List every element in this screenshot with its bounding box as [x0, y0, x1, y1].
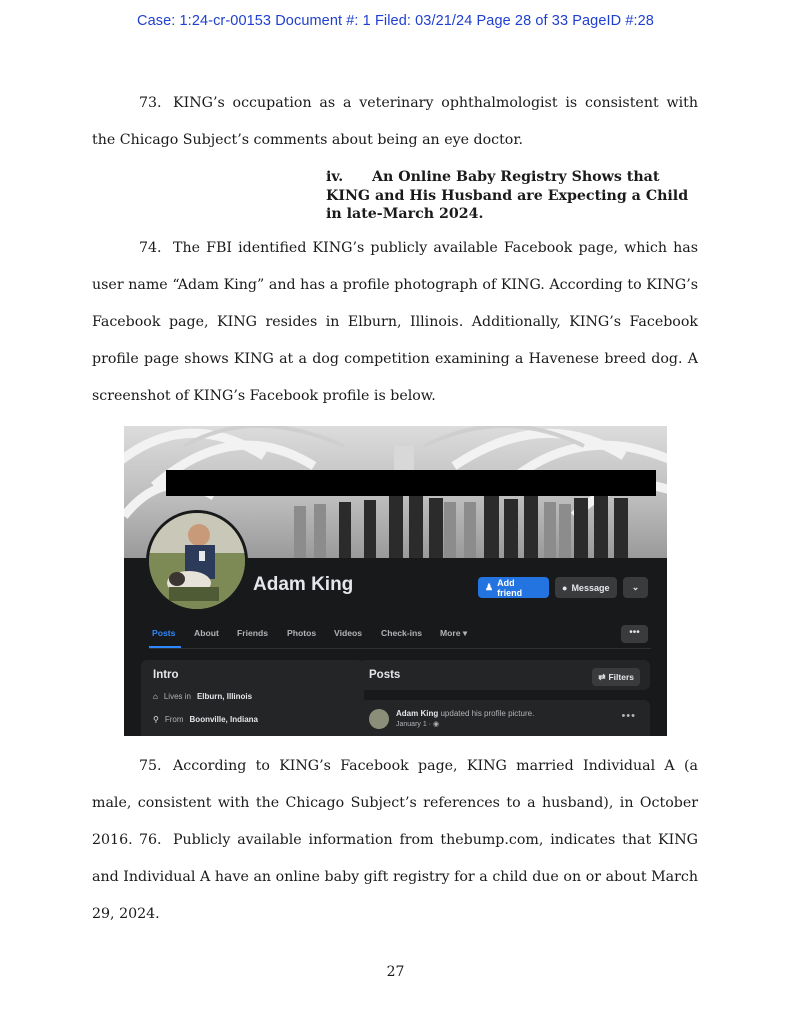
heading-line-1: An Online Baby Registry Shows that — [372, 169, 660, 185]
paragraph-text: According to KING’s Facebook page, KING married Individual A (a male, consistent with the Chicago Subject’s references to a husband), in October 2016. — [92, 758, 698, 848]
posts-header-card — [359, 660, 650, 690]
tabs-divider — [149, 648, 651, 649]
post-action: updated his profile picture. — [440, 709, 535, 718]
messenger-icon: ● — [562, 582, 568, 593]
add-person-icon: ♟ — [485, 582, 494, 592]
case-header: Case: 1:24-cr-00153 Document #: 1 Filed: 03/21/24 Page 28 of 33 PageID #:28 — [137, 13, 654, 29]
post-date-text[interactable]: January 1 · — [396, 721, 432, 728]
posts-title: Posts — [369, 669, 401, 681]
home-icon: ⌂ — [153, 692, 158, 701]
add-friend-button[interactable] — [478, 577, 549, 598]
post-headline — [396, 709, 534, 718]
from-label: From — [164, 715, 184, 724]
filters-label: Filters — [608, 672, 634, 682]
heading-line-2: KING and His Husband are Expecting a Child — [326, 187, 689, 204]
more-actions-button[interactable] — [623, 577, 648, 598]
message-label: Message — [571, 582, 610, 593]
post-options-button[interactable]: ••• — [621, 710, 636, 722]
profile-avatar[interactable] — [146, 510, 248, 612]
paragraph-74 — [92, 230, 698, 415]
filters-button[interactable] — [592, 668, 640, 686]
paragraph-76 — [92, 822, 698, 933]
page-number: 27 — [386, 964, 405, 980]
heading-line-3: in late-March 2024. — [326, 206, 484, 222]
profile-name: Adam King — [253, 574, 354, 595]
lives-value[interactable]: Elburn, Illinois — [196, 692, 253, 701]
tab-friends[interactable]: Friends — [237, 628, 269, 638]
tab-check-ins[interactable]: Check-ins — [381, 628, 423, 638]
paragraph-number: 76. — [139, 832, 162, 848]
post-date — [396, 720, 439, 728]
intro-card — [141, 660, 364, 736]
add-friend-label: Add friend — [497, 577, 523, 598]
intro-lives-in — [153, 692, 252, 701]
paragraph-text: Publicly available information from thebump.com, indicates that KING and Individual A have an online baby gift registry for a child due on or about March 29, 2024. — [92, 832, 698, 922]
paragraph-number: 75. — [139, 758, 162, 774]
paragraph-text: KING’s occupation as a veterinary ophthalmologist is consistent with the Chicago Subject’s comments about being an eye doctor. — [92, 95, 698, 148]
paragraph-number: 73. — [139, 95, 162, 111]
chevron-down-icon: ⌄ — [631, 582, 640, 592]
tab-about[interactable]: About — [194, 628, 219, 638]
heading-number: iv. — [326, 169, 344, 185]
profile-tabs — [124, 622, 667, 644]
intro-title: Intro — [153, 669, 179, 681]
section-heading — [326, 168, 706, 224]
overflow-menu-button[interactable]: ••• — [621, 625, 648, 643]
post-author[interactable]: Adam King — [396, 709, 439, 718]
paragraph-number: 74. — [139, 240, 162, 256]
redaction-bar — [166, 470, 656, 496]
tab-photos[interactable]: Photos — [287, 628, 317, 638]
post-card — [359, 700, 650, 736]
tab-posts[interactable]: Posts — [152, 628, 176, 638]
facebook-screenshot — [124, 426, 667, 736]
sliders-icon: ⇄ — [598, 671, 606, 682]
post-author-avatar[interactable] — [369, 709, 389, 729]
paragraph-text: The FBI identified KING’s publicly available Facebook page, which has user name “Adam King” and has a profile photograph of KING. According to KING’s Facebook page, KING resides in Elburn, Illinois. Additionally, KING’s Facebook profile page shows KING at a dog competition examining a Havenese breed dog. A screenshot of KING’s Facebook profile is below. — [92, 240, 698, 404]
lives-label: Lives in — [163, 692, 191, 701]
globe-icon: ◉ — [432, 721, 440, 728]
message-button[interactable] — [555, 577, 617, 598]
intro-from — [153, 715, 258, 724]
paragraph-73 — [92, 85, 698, 159]
location-pin-icon: ⚲ — [153, 715, 159, 724]
from-value[interactable]: Boonville, Indiana — [189, 715, 258, 724]
tab-videos[interactable]: Videos — [334, 628, 363, 638]
profile-photo — [149, 513, 245, 609]
tab-more[interactable]: More ▾ — [440, 628, 468, 638]
